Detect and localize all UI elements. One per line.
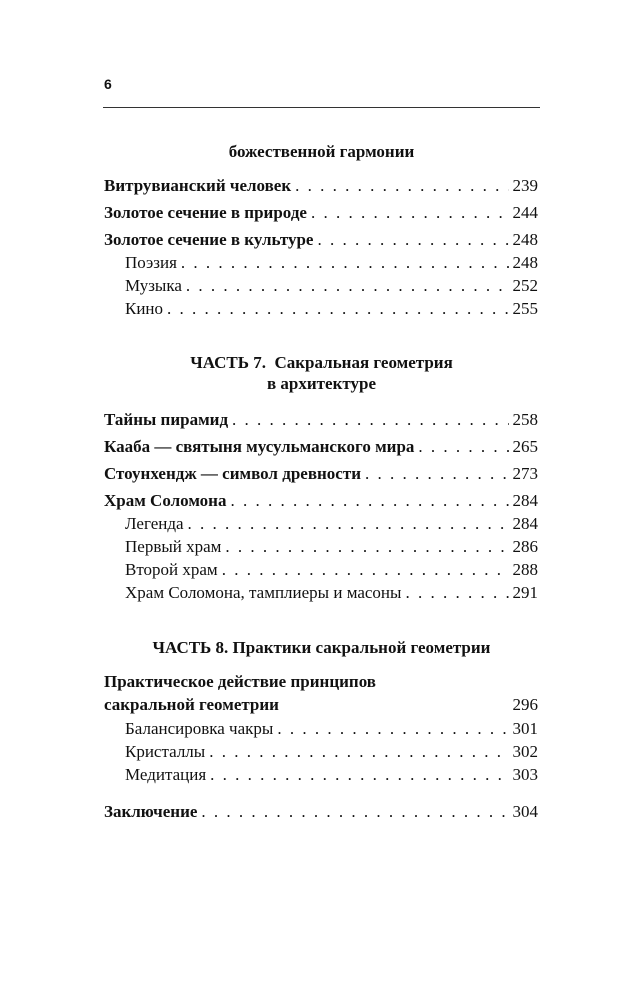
toc-entry-page: 265 [512, 437, 538, 456]
toc-entry-label: Музыка [125, 276, 182, 295]
part7-heading-line1: ЧАСТЬ 7. Сакральная геометрия [190, 353, 453, 372]
toc-entry-vitruvian[interactable] [104, 176, 538, 196]
leader-dots [186, 276, 509, 296]
toc-entry-label: Первый храм [125, 537, 222, 556]
toc-entry-label: Медитация [125, 765, 207, 784]
toc-entry-label-line1: Практическое действие принципов [104, 672, 376, 691]
part6-heading-tail: божественной гармонии [228, 142, 415, 161]
toc-entry-page: 248 [512, 253, 538, 272]
leader-dots [181, 253, 509, 273]
toc-entry-page: 302 [512, 742, 538, 761]
leader-dots [405, 583, 508, 603]
toc-entry-label: Кино [125, 299, 164, 318]
leader-dots [277, 719, 508, 739]
toc-entry-label: Витрувианский человек [104, 176, 292, 195]
toc-entry-stonehenge[interactable] [104, 464, 538, 484]
leader-dots [317, 230, 508, 250]
leader-dots [418, 437, 508, 457]
toc-entry-page: 286 [512, 537, 538, 556]
toc-entry-label: Заключение [104, 802, 198, 821]
toc-entry-label: Легенда [125, 514, 184, 533]
toc-entry-practical-principles[interactable] [104, 670, 538, 716]
toc-entry-page: 288 [512, 560, 538, 579]
toc-entry-conclusion[interactable] [104, 802, 538, 822]
leader-dots [222, 560, 509, 580]
toc-entry-page: 239 [512, 176, 538, 195]
toc-entry-label: Золотое сечение в культуре [104, 230, 314, 249]
leader-dots [230, 491, 508, 511]
toc-subentry-meditation[interactable] [125, 765, 538, 785]
toc-entry-label: Золотое сечение в природе [104, 203, 307, 222]
leader-dots [365, 464, 509, 484]
toc-entry-page: 273 [512, 464, 538, 483]
toc-entry-page: 252 [512, 276, 538, 295]
toc-subentry-templars-masons[interactable] [125, 583, 538, 603]
toc-entry-page: 301 [512, 719, 538, 738]
page-number: 6 [104, 76, 112, 92]
leader-dots [188, 514, 509, 534]
leader-dots [201, 802, 508, 822]
toc-entry-label: Поэзия [125, 253, 177, 272]
toc-entry-label: Тайны пирамид [104, 410, 229, 429]
toc-subentry-poetry[interactable] [125, 253, 538, 273]
header-rule [103, 107, 540, 108]
part7-heading [103, 352, 540, 394]
toc-subentry-second-temple[interactable] [125, 560, 538, 580]
leader-dots [167, 299, 508, 319]
toc-entry-page: 291 [512, 583, 538, 602]
toc-entry-page: 255 [512, 299, 538, 318]
toc-entry-page: 258 [512, 410, 538, 429]
toc-entry-label: Стоунхендж — символ древности [104, 464, 361, 483]
toc-entry-page: 304 [512, 802, 538, 821]
toc-entry-kaaba[interactable] [104, 437, 538, 457]
toc-entry-page: 244 [512, 203, 538, 222]
toc-entry-solomon-temple[interactable] [104, 491, 538, 511]
toc-subentry-legend[interactable] [125, 514, 538, 534]
leader-dots [209, 742, 508, 762]
part8-heading: ЧАСТЬ 8. Практики сакральной геометрии [152, 638, 491, 657]
toc-entry-label: Храм Соломона [104, 491, 227, 510]
toc-entry-label-line2: сакральной геометрии [104, 695, 279, 714]
toc-entry-pyramids[interactable] [104, 410, 538, 430]
toc-subentry-music[interactable] [125, 276, 538, 296]
toc-subentry-chakra[interactable] [125, 719, 538, 739]
toc-entry-page: 303 [512, 765, 538, 784]
toc-entry-page: 248 [512, 230, 538, 249]
toc-subentry-cinema[interactable] [125, 299, 538, 319]
toc-entry-label: Балансировка чакры [125, 719, 274, 738]
part7-heading-line2: в архитектуре [267, 374, 376, 393]
toc-entry-page: 284 [512, 514, 538, 533]
toc-subentry-first-temple[interactable] [125, 537, 538, 557]
leader-dots [210, 765, 508, 785]
toc-entry-label: Храм Соломона, тамплиеры и масоны [125, 583, 402, 602]
leader-dots [225, 537, 508, 557]
leader-dots [311, 203, 509, 223]
toc-entry-label: Кристаллы [125, 742, 206, 761]
leader-dots [295, 176, 508, 196]
toc-entry-label: Кааба — святыня мусульманского мира [104, 437, 415, 456]
toc-entry-page: 296 [512, 695, 538, 714]
toc-entry-label: Второй храм [125, 560, 218, 579]
leader-dots [232, 410, 508, 430]
toc-subentry-crystals[interactable] [125, 742, 538, 762]
toc-entry-page: 284 [512, 491, 538, 510]
toc-entry-golden-nature[interactable] [104, 203, 538, 223]
toc-entry-golden-culture[interactable] [104, 230, 538, 250]
